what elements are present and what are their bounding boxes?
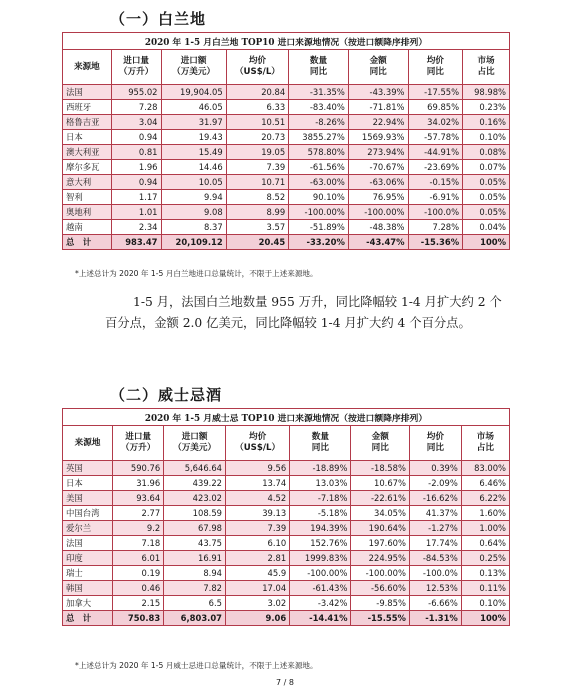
value-cell: 7.28 — [111, 100, 161, 115]
table-title: 2020 年 1-5 月白兰地 TOP10 进口来源地情况（按进口额降序排列） — [63, 33, 510, 50]
value-cell: 224.95% — [351, 551, 409, 566]
value-cell: 0.05% — [463, 190, 510, 205]
table-row — [63, 596, 510, 611]
value-cell: -31.35% — [289, 85, 349, 100]
value-cell: 0.19 — [113, 566, 164, 581]
value-cell: 0.81 — [111, 145, 161, 160]
value-cell: -48.38% — [348, 220, 408, 235]
value-cell: 10.05 — [161, 175, 226, 190]
value-cell: 0.05% — [463, 175, 510, 190]
total-value: 9.06 — [225, 611, 289, 626]
value-cell: -6.91% — [408, 190, 463, 205]
value-cell: 0.11% — [461, 581, 509, 596]
value-cell: 93.64 — [113, 491, 164, 506]
value-cell: 6.33 — [226, 100, 289, 115]
value-cell: 9.56 — [225, 461, 289, 476]
origin-cell: 摩尔多瓦 — [63, 160, 112, 175]
value-cell: 423.02 — [164, 491, 226, 506]
value-cell: 8.37 — [161, 220, 226, 235]
column-header: 数量 同比 — [289, 50, 349, 85]
origin-cell: 美国 — [63, 491, 113, 506]
value-cell: 2.81 — [225, 551, 289, 566]
value-cell: 9.94 — [161, 190, 226, 205]
value-cell: -18.58% — [351, 461, 409, 476]
total-value: -14.41% — [290, 611, 351, 626]
column-header: 均价 （US$/L） — [226, 50, 289, 85]
origin-cell: 越南 — [63, 220, 112, 235]
table-row — [63, 491, 510, 506]
column-header: 来源地 — [63, 426, 113, 461]
table-row — [63, 175, 510, 190]
value-cell: 14.46 — [161, 160, 226, 175]
value-cell: 9.08 — [161, 205, 226, 220]
value-cell: 197.60% — [351, 536, 409, 551]
section-title-whisky: （二）威士忌酒 — [110, 386, 223, 404]
table-row — [63, 566, 510, 581]
value-cell: 8.94 — [164, 566, 226, 581]
origin-cell: 中国台湾 — [63, 506, 113, 521]
total-value: 100% — [461, 611, 509, 626]
value-cell: 8.99 — [226, 205, 289, 220]
value-cell: 3.02 — [225, 596, 289, 611]
column-header: 进口量 （万升） — [111, 50, 161, 85]
value-cell: 69.85% — [408, 100, 463, 115]
value-cell: 8.52 — [226, 190, 289, 205]
column-header: 进口额 （万美元） — [164, 426, 226, 461]
value-cell: 0.25% — [461, 551, 509, 566]
value-cell: -83.40% — [289, 100, 349, 115]
table-title: 2020 年 1-5 月威士忌 TOP10 进口来源地情况（按进口额降序排列） — [63, 409, 510, 426]
value-cell: 5,646.64 — [164, 461, 226, 476]
value-cell: 83.00% — [461, 461, 509, 476]
paragraph-text: 1-5 月，法国白兰地数量 955 万升，同比降幅较 1-4 月扩大约 2 个百分点，金额 2.0 亿美元，同比降幅较 1-4 月扩大约 4 个百分点。 — [105, 295, 502, 330]
table-row — [63, 160, 510, 175]
value-cell: 0.16% — [463, 115, 510, 130]
origin-cell: 印度 — [63, 551, 113, 566]
table-row — [63, 220, 510, 235]
origin-cell: 英国 — [63, 461, 113, 476]
value-cell: 7.39 — [226, 160, 289, 175]
value-cell: -7.18% — [290, 491, 351, 506]
value-cell: 3.57 — [226, 220, 289, 235]
origin-cell: 格鲁吉亚 — [63, 115, 112, 130]
column-header: 来源地 — [63, 50, 112, 85]
value-cell: 6.01 — [113, 551, 164, 566]
value-cell: 10.71 — [226, 175, 289, 190]
value-cell: 17.74% — [409, 536, 461, 551]
column-header: 金额 同比 — [348, 50, 408, 85]
total-value: 100% — [463, 235, 510, 250]
value-cell: 0.46 — [113, 581, 164, 596]
value-cell: 0.23% — [463, 100, 510, 115]
table-row — [63, 115, 510, 130]
total-value: -1.31% — [409, 611, 461, 626]
value-cell: -63.06% — [348, 175, 408, 190]
value-cell: -2.09% — [409, 476, 461, 491]
value-cell: 41.37% — [409, 506, 461, 521]
value-cell: 6.5 — [164, 596, 226, 611]
value-cell: 0.94 — [111, 175, 161, 190]
value-cell: 45.9 — [225, 566, 289, 581]
value-cell: 0.64% — [461, 536, 509, 551]
value-cell: 9.2 — [113, 521, 164, 536]
value-cell: 0.08% — [463, 145, 510, 160]
value-cell: -61.56% — [289, 160, 349, 175]
total-value: -43.47% — [348, 235, 408, 250]
value-cell: 15.49 — [161, 145, 226, 160]
table-row — [63, 145, 510, 160]
origin-cell: 智利 — [63, 190, 112, 205]
total-value: 20.45 — [226, 235, 289, 250]
column-header: 进口额 （万美元） — [161, 50, 226, 85]
value-cell: 34.02% — [408, 115, 463, 130]
value-cell: 108.59 — [164, 506, 226, 521]
table-note: *上述总计为 2020 年 1-5 月威士忌进口总量统计，不限于上述来源地。 — [75, 661, 318, 670]
origin-cell: 瑞士 — [63, 566, 113, 581]
value-cell: 3.04 — [111, 115, 161, 130]
value-cell: 955.02 — [111, 85, 161, 100]
value-cell: -100.00% — [348, 205, 408, 220]
whisky-import-table — [62, 408, 510, 626]
value-cell: -16.62% — [409, 491, 461, 506]
table-row — [63, 476, 510, 491]
origin-cell: 爱尔兰 — [63, 521, 113, 536]
value-cell: 0.13% — [461, 566, 509, 581]
value-cell: 7.39 — [225, 521, 289, 536]
total-value: -33.20% — [289, 235, 349, 250]
value-cell: -100.0% — [409, 566, 461, 581]
column-header: 数量 同比 — [290, 426, 351, 461]
column-header: 进口量 （万升） — [113, 426, 164, 461]
column-header: 市场 占比 — [461, 426, 509, 461]
column-header: 市场 占比 — [463, 50, 510, 85]
value-cell: 7.28% — [408, 220, 463, 235]
table-row — [63, 100, 510, 115]
value-cell: 0.05% — [463, 205, 510, 220]
value-cell: 12.53% — [409, 581, 461, 596]
value-cell: -71.81% — [348, 100, 408, 115]
value-cell: 1.60% — [461, 506, 509, 521]
table-row — [63, 506, 510, 521]
value-cell: -8.26% — [289, 115, 349, 130]
value-cell: 20.73 — [226, 130, 289, 145]
section-title-brandy: （一）白兰地 — [110, 10, 207, 28]
value-cell: -18.89% — [290, 461, 351, 476]
value-cell: -70.67% — [348, 160, 408, 175]
value-cell: 1.01 — [111, 205, 161, 220]
table-row — [63, 190, 510, 205]
value-cell: 17.04 — [225, 581, 289, 596]
total-value: 750.83 — [113, 611, 164, 626]
value-cell: 0.94 — [111, 130, 161, 145]
value-cell: -84.53% — [409, 551, 461, 566]
analysis-paragraph — [105, 292, 505, 334]
value-cell: 0.10% — [463, 130, 510, 145]
total-value: -15.36% — [408, 235, 463, 250]
table-row — [63, 581, 510, 596]
value-cell: -0.15% — [408, 175, 463, 190]
value-cell: -100.00% — [351, 566, 409, 581]
value-cell: -44.91% — [408, 145, 463, 160]
table-note: *上述总计为 2020 年 1-5 月白兰地进口总量统计，不限于上述来源地。 — [75, 269, 318, 278]
value-cell: 190.64% — [351, 521, 409, 536]
value-cell: 6.22% — [461, 491, 509, 506]
value-cell: 10.51 — [226, 115, 289, 130]
total-value: 983.47 — [111, 235, 161, 250]
table-row — [63, 521, 510, 536]
value-cell: 1.96 — [111, 160, 161, 175]
origin-cell: 西班牙 — [63, 100, 112, 115]
value-cell: 1999.83% — [290, 551, 351, 566]
value-cell: 16.91 — [164, 551, 226, 566]
value-cell: 76.95% — [348, 190, 408, 205]
value-cell: -61.43% — [290, 581, 351, 596]
value-cell: 4.52 — [225, 491, 289, 506]
brandy-import-table — [62, 32, 510, 250]
value-cell: 7.18 — [113, 536, 164, 551]
value-cell: -6.66% — [409, 596, 461, 611]
value-cell: 0.07% — [463, 160, 510, 175]
value-cell: -100.00% — [290, 566, 351, 581]
value-cell: 6.46% — [461, 476, 509, 491]
table-row — [63, 461, 510, 476]
origin-cell: 加拿大 — [63, 596, 113, 611]
table-row — [63, 85, 510, 100]
total-label: 总 计 — [63, 611, 113, 626]
table-row — [63, 551, 510, 566]
total-label: 总 计 — [63, 235, 112, 250]
value-cell: -17.55% — [408, 85, 463, 100]
value-cell: 46.05 — [161, 100, 226, 115]
value-cell: -63.00% — [289, 175, 349, 190]
value-cell: 1.17 — [111, 190, 161, 205]
value-cell: -100.0% — [408, 205, 463, 220]
value-cell: 2.15 — [113, 596, 164, 611]
total-value: -15.55% — [351, 611, 409, 626]
value-cell: 98.98% — [463, 85, 510, 100]
origin-cell: 韩国 — [63, 581, 113, 596]
value-cell: 31.97 — [161, 115, 226, 130]
table-row — [63, 130, 510, 145]
value-cell: 10.67% — [351, 476, 409, 491]
origin-cell: 日本 — [63, 476, 113, 491]
table-row — [63, 536, 510, 551]
value-cell: 13.74 — [225, 476, 289, 491]
origin-cell: 奥地利 — [63, 205, 112, 220]
value-cell: 3855.27% — [289, 130, 349, 145]
value-cell: -57.78% — [408, 130, 463, 145]
total-row — [63, 611, 510, 626]
value-cell: 22.94% — [348, 115, 408, 130]
value-cell: -5.18% — [290, 506, 351, 521]
value-cell: 0.39% — [409, 461, 461, 476]
value-cell: 67.98 — [164, 521, 226, 536]
origin-cell: 澳大利亚 — [63, 145, 112, 160]
column-header: 均价 （US$/L） — [225, 426, 289, 461]
page-number: 7 / 8 — [276, 678, 294, 687]
value-cell: -22.61% — [351, 491, 409, 506]
column-header: 均价 同比 — [409, 426, 461, 461]
origin-cell: 日本 — [63, 130, 112, 145]
value-cell: 7.82 — [164, 581, 226, 596]
origin-cell: 法国 — [63, 85, 112, 100]
value-cell: -9.85% — [351, 596, 409, 611]
value-cell: -51.89% — [289, 220, 349, 235]
value-cell: 439.22 — [164, 476, 226, 491]
origin-cell: 意大利 — [63, 175, 112, 190]
total-value: 6,803.07 — [164, 611, 226, 626]
origin-cell: 法国 — [63, 536, 113, 551]
value-cell: 90.10% — [289, 190, 349, 205]
table-row — [63, 205, 510, 220]
value-cell: 1.00% — [461, 521, 509, 536]
value-cell: -100.00% — [289, 205, 349, 220]
value-cell: 194.39% — [290, 521, 351, 536]
value-cell: 1569.93% — [348, 130, 408, 145]
value-cell: 34.05% — [351, 506, 409, 521]
value-cell: -56.60% — [351, 581, 409, 596]
value-cell: 19,904.05 — [161, 85, 226, 100]
value-cell: 6.10 — [225, 536, 289, 551]
value-cell: 578.80% — [289, 145, 349, 160]
value-cell: 2.34 — [111, 220, 161, 235]
value-cell: 43.75 — [164, 536, 226, 551]
value-cell: 31.96 — [113, 476, 164, 491]
value-cell: -1.27% — [409, 521, 461, 536]
value-cell: -43.39% — [348, 85, 408, 100]
value-cell: -3.42% — [290, 596, 351, 611]
value-cell: 152.76% — [290, 536, 351, 551]
value-cell: -23.69% — [408, 160, 463, 175]
total-value: 20,109.12 — [161, 235, 226, 250]
column-header: 均价 同比 — [408, 50, 463, 85]
column-header: 金额 同比 — [351, 426, 409, 461]
value-cell: 0.10% — [461, 596, 509, 611]
value-cell: 2.77 — [113, 506, 164, 521]
total-row — [63, 235, 510, 250]
value-cell: 13.03% — [290, 476, 351, 491]
value-cell: 20.84 — [226, 85, 289, 100]
value-cell: 590.76 — [113, 461, 164, 476]
value-cell: 0.04% — [463, 220, 510, 235]
value-cell: 19.05 — [226, 145, 289, 160]
value-cell: 39.13 — [225, 506, 289, 521]
value-cell: 273.94% — [348, 145, 408, 160]
value-cell: 19.43 — [161, 130, 226, 145]
